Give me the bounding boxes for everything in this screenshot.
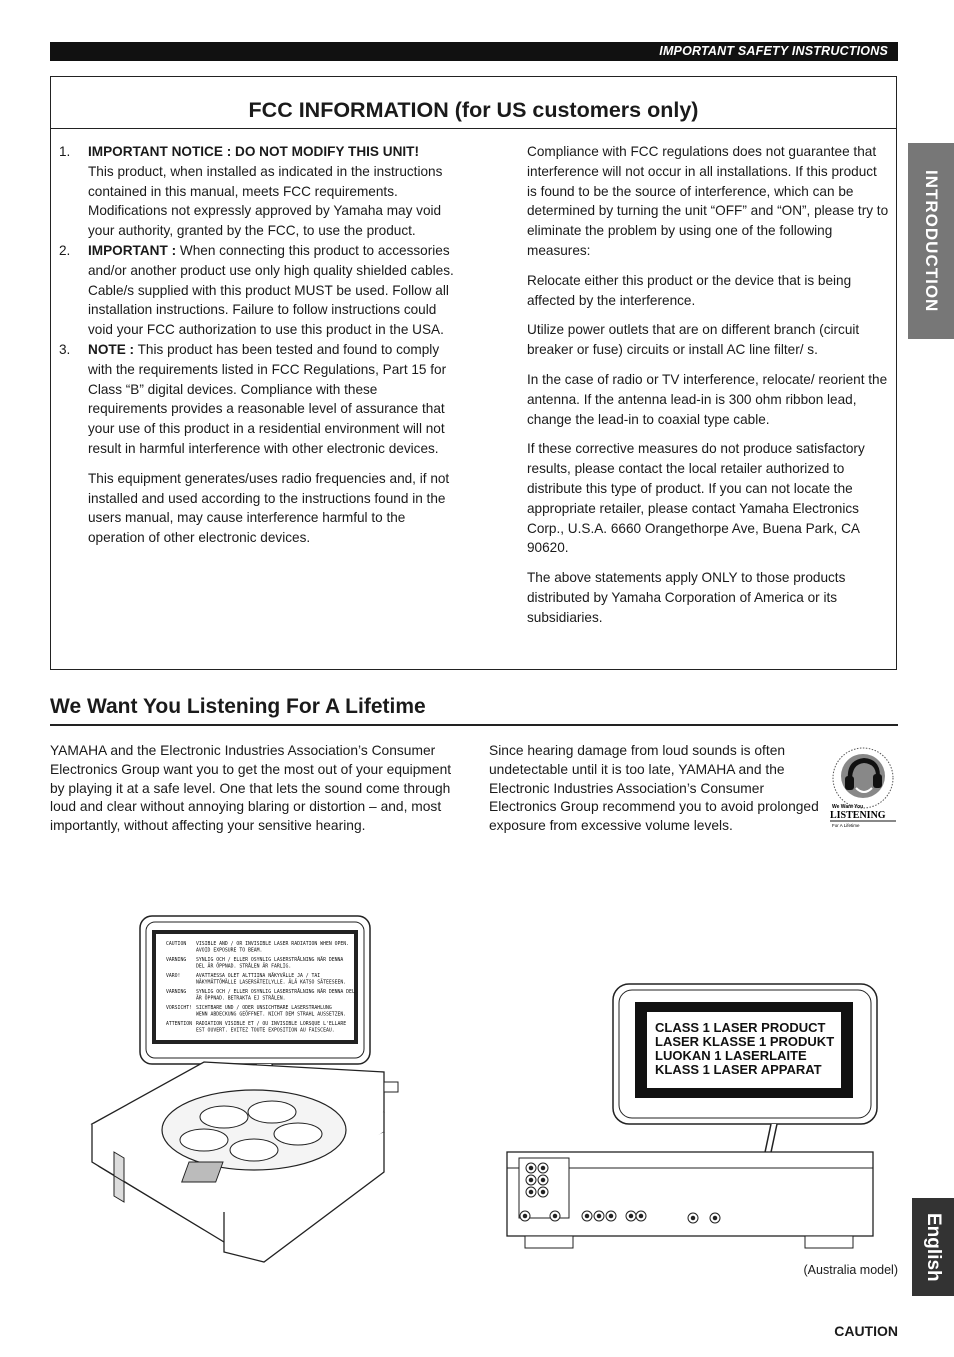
jack-icon — [541, 1190, 546, 1195]
side-tab-introduction: INTRODUCTION — [908, 143, 954, 339]
jack-icon — [713, 1216, 718, 1221]
class-label-line: LASER KLASSE 1 PRODUKT — [655, 1034, 835, 1049]
listening-logo-icon — [826, 746, 900, 832]
warning-line: SYNLIG OCH / ELLER OSYNLIG LASERSTRÅLNING NÄR DENNA — [196, 958, 344, 963]
fcc-title: FCC INFORMATION (for US customers only) — [51, 77, 896, 129]
jack-icon — [691, 1216, 696, 1221]
fcc-right-paragraph: Utilize power outlets that are on different branch (circuit breaker or fuse) circuits or install AC line filter/ s. — [527, 322, 860, 358]
warning-line: DEL ÄR ÖPPNAD. STRÅLEN ÄR FARLIG. — [196, 964, 292, 970]
item-text: This product has been tested and found to comply with the requirements listed in FCC Regulations, Part 15 for Class “B” digital devices. Compliance with these requirements provides a reasonable level of assurance that your use of this product in a residential environment will not result in harmful interference with other electronic devices. — [88, 341, 447, 456]
logo-line-3: For A Lifetime — [832, 823, 860, 828]
item-lead: IMPORTANT : — [88, 242, 177, 258]
warning-line: SYNLIG OCH / ELLER OSYNLIG LASERSTRÅLNING NÄR DENNA DEL — [196, 990, 355, 995]
item-lead: IMPORTANT NOTICE : DO NOT MODIFY THIS UNIT! — [88, 144, 420, 159]
class-label-line: CLASS 1 LASER PRODUCT — [655, 1020, 826, 1035]
item-number: 3. — [59, 341, 71, 357]
fcc-right-paragraph: In the case of radio or TV interference, relocate/ reorient the antenna. If the antenna lead-in is 300 ohm ribbon lead, change the lead-in to coaxial type cable. — [527, 371, 888, 427]
jack-icon — [529, 1190, 534, 1195]
cd-player-warning-illustration — [84, 912, 414, 1282]
warning-line: AVOID EXPOSURE TO BEAM. — [196, 948, 263, 954]
warning-line: VISIBLE AND / OR INVISIBLE LASER RADIATION WHEN OPEN. — [196, 942, 350, 947]
warning-lang-tag: VORSICHT! — [166, 1006, 192, 1011]
jack-icon — [553, 1214, 558, 1219]
section-header-band: IMPORTANT SAFETY INSTRUCTIONS — [50, 42, 898, 61]
fcc-item-1 — [59, 142, 459, 241]
jack-icon — [529, 1178, 534, 1183]
item-text: When connecting this product to accessories and/or another product use only high quality shielded cables. Cable/s supplied with this product MUST be used. Follow all installation instructions. Failure to follow instructions could void your FCC authorization to use this product in the USA. — [88, 242, 454, 338]
fcc-right-paragraph: The above statements apply ONLY to those products distributed by Yamaha Corporation of America or its subsidiaries. — [527, 570, 846, 625]
warning-line: NÄKYMÄTTÖMÄLLE LASERSÄTEILYLLE. ÄLÄ KATSO SÄTEESEEN. — [196, 980, 347, 986]
jack-icon — [541, 1166, 546, 1171]
caution-footer: CAUTION — [834, 1323, 898, 1339]
warning-line: AVATTAESSA OLET ALTTIINA NÄKYVÄLLE JA / TAI — [196, 974, 321, 979]
jack-icon — [541, 1178, 546, 1183]
class-1-laser-label — [655, 1020, 834, 1077]
fcc-left-column — [59, 142, 459, 562]
item-number: 1. — [59, 144, 71, 159]
item-number: 2. — [59, 242, 71, 258]
listening-left-paragraph: YAMAHA and the Electronic Industries Association’s Consumer Electronics Group want you to get the most out of your equipment by playing it at a safe level. One that lets the sound come through loud and clear without annoying blaring or distortion – and, most importantly, without affecting your sensitive hearing. — [50, 743, 452, 834]
fcc-item-3 — [59, 340, 459, 459]
jack-icon — [597, 1214, 602, 1219]
fcc-left-paragraph: This equipment generates/uses radio frequencies and, if not installed and used according to the instructions found in the users manual, may cause interference harmful to the operation of other electronic devices. — [88, 470, 450, 546]
fcc-right-column — [527, 142, 889, 628]
jack-icon — [609, 1214, 614, 1219]
class-label-line: KLASS 1 LASER APPARAT — [655, 1062, 822, 1077]
jack-icon — [639, 1214, 644, 1219]
warning-lang-tag: ATTENTION — [166, 1022, 192, 1027]
warning-line: ÄR ÖPPNAD. BETRAKTA EJ STRÅLEN. — [196, 996, 286, 1002]
logo-line-1: We Want You — [832, 804, 864, 810]
warning-lang-tag: VARNING — [166, 958, 187, 963]
warning-line: RADIATION VISIBLE ET / OU INVISIBLE LORSQUE L'ELLARE — [196, 1022, 347, 1027]
listening-heading: We Want You Listening For A Lifetime — [50, 692, 898, 726]
jack-icon — [529, 1166, 534, 1171]
fcc-right-paragraph: If these corrective measures do not produce satisfactory results, please contact the local retailer authorized to distribute this type of product. If you can not locate the appropriate retailer, please contact Yamaha Electronics Corp., U.S.A. 6660 Orangethorpe Ave, Buena Park, CA 90620. — [527, 441, 865, 556]
fcc-right-paragraph: Compliance with FCC regulations does not guarantee that interference will not occur in all installations. If this product is found to be the source of interference, which can be determined by turning the unit “OFF” and “ON”, please try to eliminate the problem by using one of the following measures: — [527, 144, 889, 258]
jack-icon — [629, 1214, 634, 1219]
warning-line: WENN ABDECKUNG GEÖFFNET. NICHT DEM STRAHL AUSSETZEN. — [196, 1012, 347, 1018]
logo-line-2: LISTENING — [830, 810, 886, 821]
rear-panel-class-label-illustration — [505, 982, 880, 1254]
jack-icon — [523, 1214, 528, 1219]
warning-line: EST OUVERT. EVITEZ TOUTE EXPOSITION AU FAISCEAU. — [196, 1028, 335, 1034]
warning-line: SICHTBARE UND / ODER UNSICHTBARE LASERSTRAHLUNG — [196, 1006, 332, 1011]
side-tab-english: English — [912, 1198, 954, 1296]
warning-lang-tag: CAUTION — [166, 942, 187, 947]
fcc-information-box — [50, 76, 897, 670]
item-text: This product, when installed as indicated in the instructions contained in this manual, meets FCC requirements. Modifications not expressly approved by Yamaha may void your authority, granted by the FCC, to use the product. — [88, 163, 443, 239]
australia-model-caption: (Australia model) — [803, 1263, 898, 1277]
listening-right-paragraph: Since hearing damage from loud sounds is often undetectable until it is too late, YAMAHA and the Electronic Industries Association’s Consumer Electronics Group recommend you to avoid prolonged exposure from excessive volume levels. — [489, 743, 819, 834]
fcc-right-paragraph: Relocate either this product or the device that is being affected by the interference. — [527, 272, 852, 308]
warning-lang-tag: VARNING — [166, 990, 187, 995]
item-lead: NOTE : — [88, 341, 135, 357]
fcc-item-2 — [59, 241, 459, 340]
class-label-line: LUOKAN 1 LASERLAITE — [655, 1048, 807, 1063]
jack-icon — [585, 1214, 590, 1219]
warning-lang-tag: VARO! — [166, 974, 181, 979]
